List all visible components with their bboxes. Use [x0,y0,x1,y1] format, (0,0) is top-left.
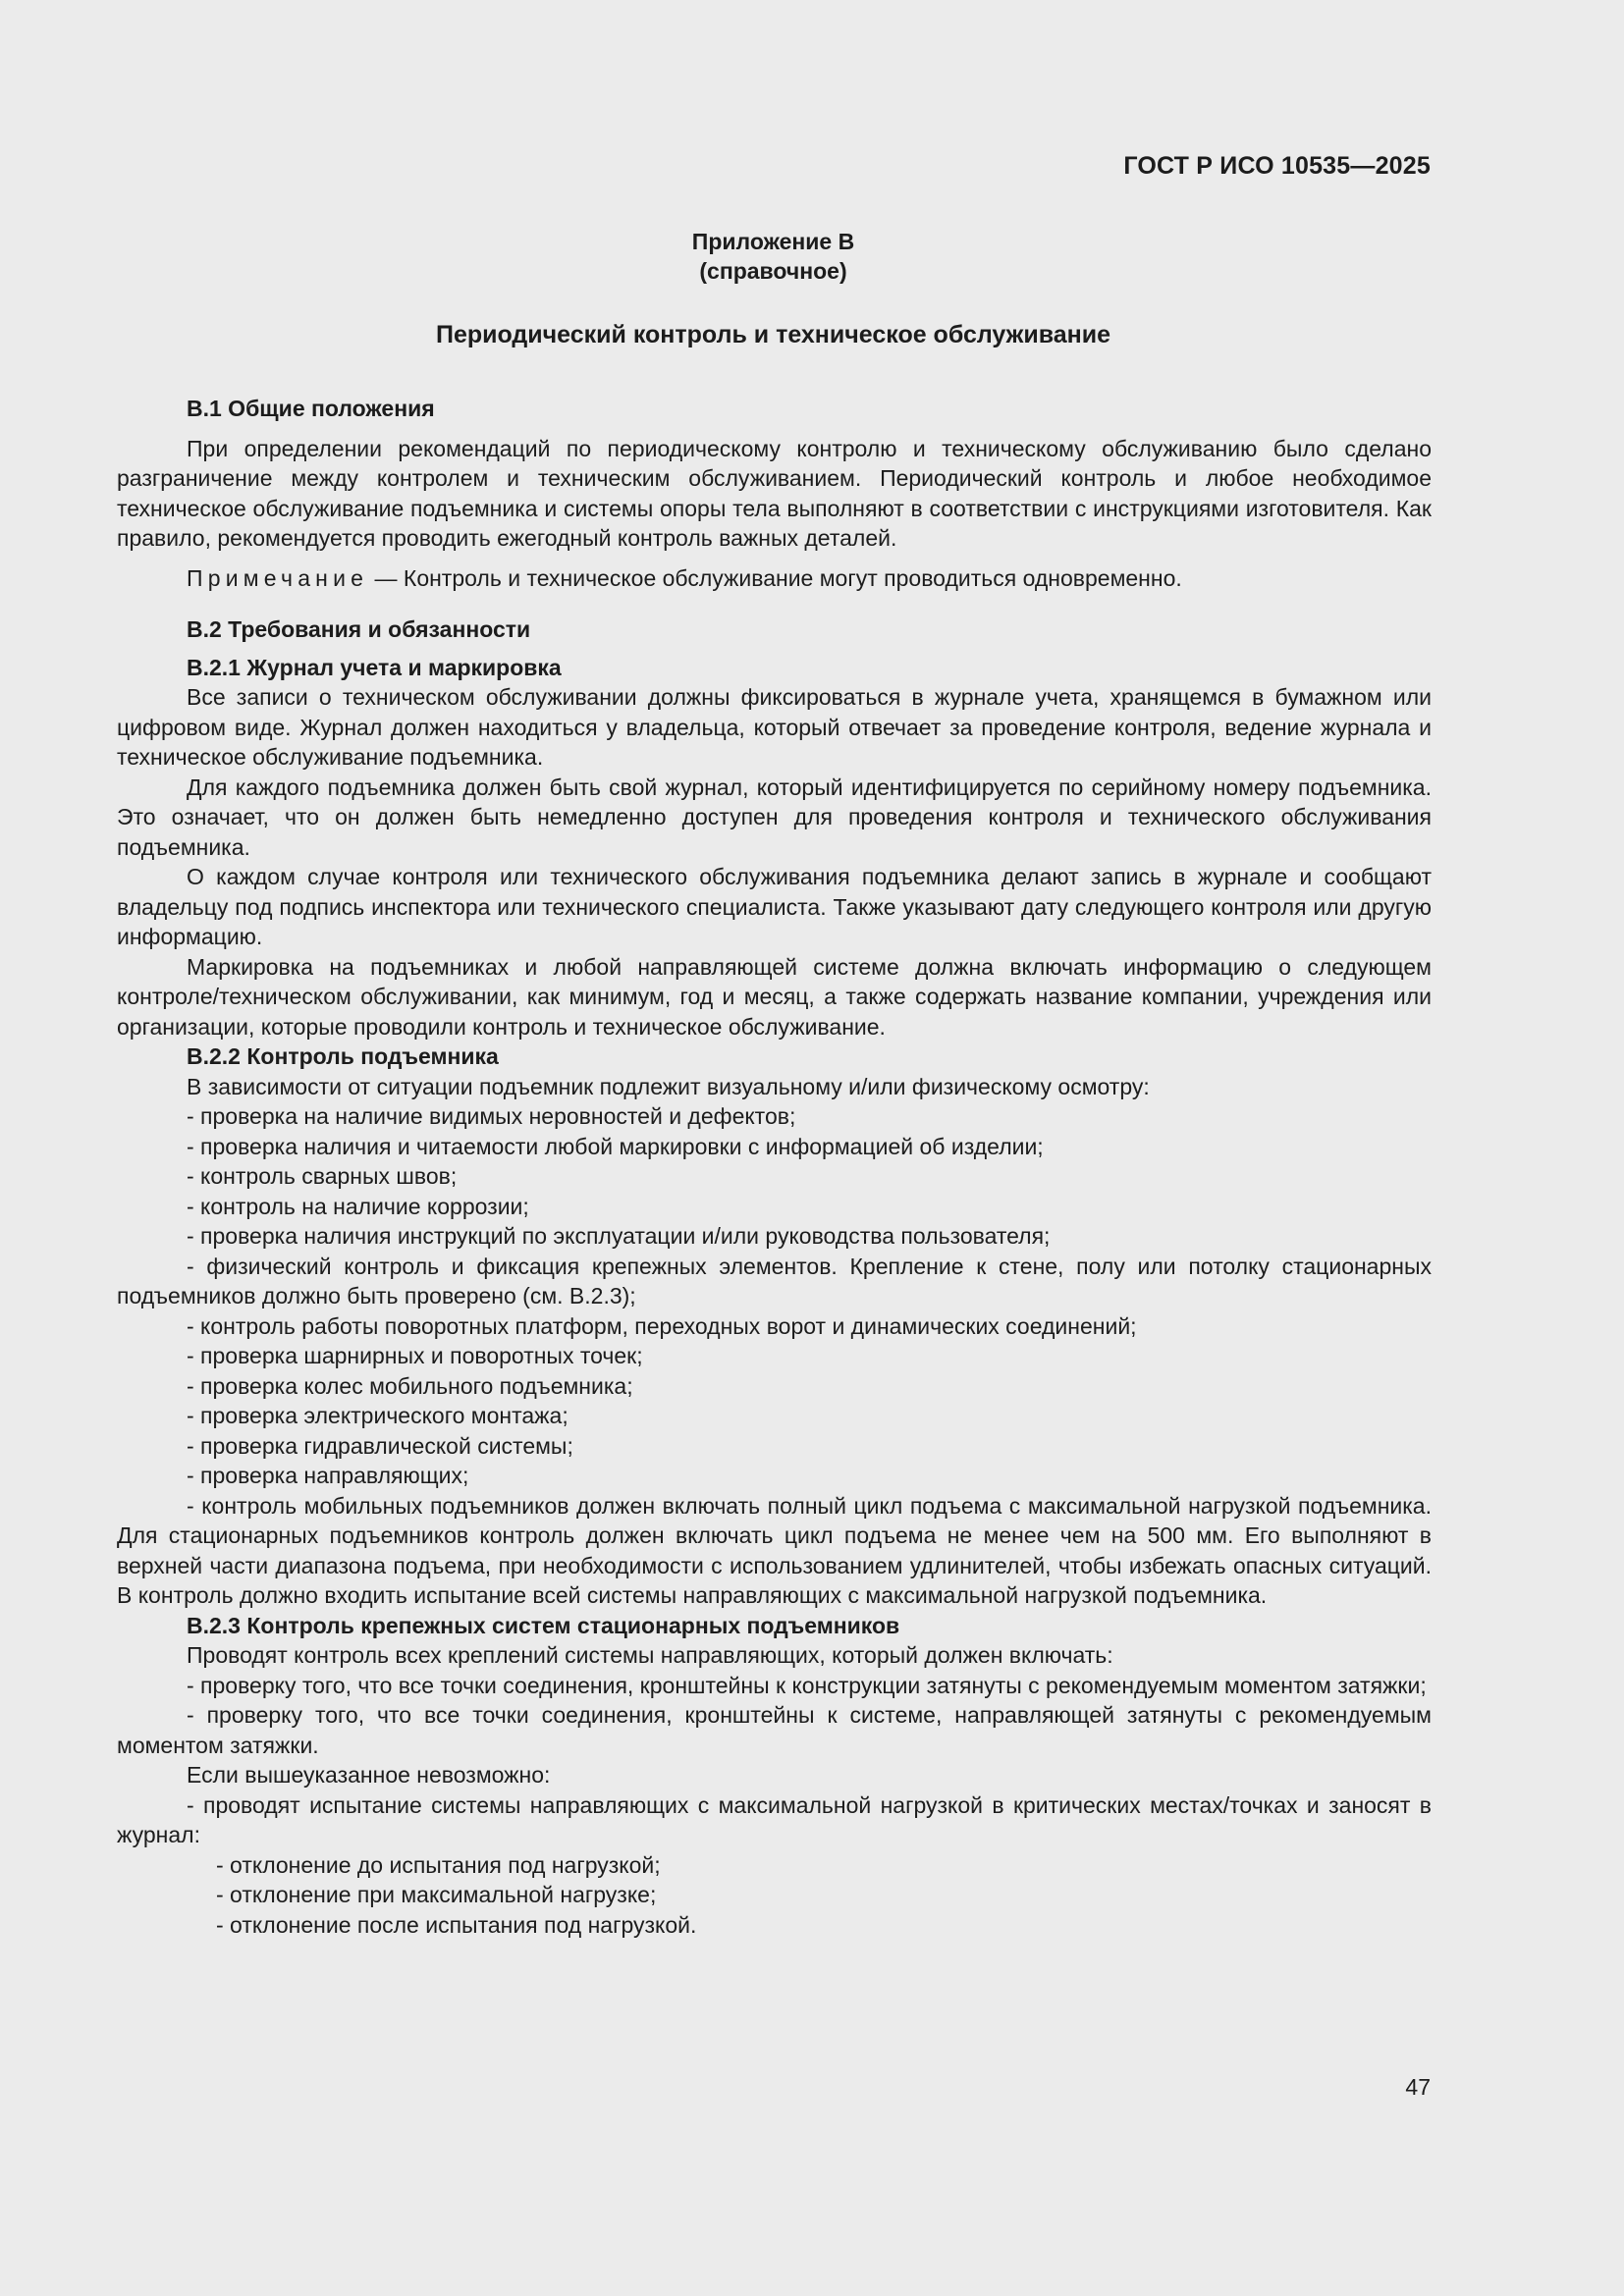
list-item: - проверка направляющих; [187,1463,469,1488]
list-item: - проверка шарнирных и поворотных точек; [187,1343,643,1368]
document-body [117,394,1432,1940]
page-number: 47 [1405,2074,1431,2100]
list-item: - физический контроль и фиксация крепежных элементов. Крепление к стене, полу или потолку стационарных подъемников должно быть проверено (см. В.2.3); [117,1253,1432,1308]
paragraph: Маркировка на подъемниках и любой направляющей системе должна включать информацию о следующем контроле/техническом обслуживании, как минимум, год и месяц, а также содержать название компании, учреждения или организации, которые проводили контроль и техническое обслуживание. [117,953,1432,1040]
paragraph: О каждом случае контроля или технического обслуживания подъемника делают запись в журнале и сообщают владельцу под подпись инспектора или технического специалиста. Также указывают дату следующего контроля или другую информацию. [117,864,1432,949]
sub-list-item: - отклонение при максимальной нагрузке; [216,1882,657,1907]
list-item: - контроль работы поворотных платформ, переходных ворот и динамических соединений; [187,1312,1137,1339]
list-item: - проверка на наличие видимых неровностей и дефектов; [187,1103,796,1129]
section-heading-b21: В.2.1 Журнал учета и маркировка [187,654,562,680]
list-item: - проверка электрического монтажа; [187,1403,568,1428]
standard-code: ГОСТ Р ИСО 10535—2025 [1123,152,1431,180]
paragraph: При определении рекомендаций по периодическому контролю и техническому обслуживанию было сделано разграничение между контролем и техническим обслуживанием. Периодический контроль и любое необходимое техническое обслуживание подъемника и системы опоры тела выполняют в соответствии с инструкциями изготовителя. Как правило, рекомендуется проводить ежегодный контроль важных деталей. [117,435,1432,551]
section-heading-b1: В.1 Общие положения [187,396,435,421]
appendix-title: Приложение В [691,229,855,254]
list-item: - проверку того, что все точки соединения, кронштейны к системе, направляющей затянуты с рекомендуемым моментом затяжки. [117,1702,1432,1758]
note-text: — Контроль и техническое обслуживание могут проводиться одновременно. [368,564,1182,591]
sub-list-item: - отклонение после испытания под нагрузкой. [216,1911,697,1938]
list-item: - контроль сварных швов; [187,1163,458,1189]
list-item: - проверка колес мобильного подъемника; [187,1372,633,1399]
section-heading-b22: В.2.2 Контроль подъемника [187,1043,499,1069]
list-item: - контроль на наличие коррозии; [187,1193,529,1219]
sub-list-item: - отклонение до испытания под нагрузкой; [216,1851,661,1878]
section-heading-b23: В.2.3 Контроль крепежных систем стационарных подъемников [187,1612,900,1638]
paragraph: Для каждого подъемника должен быть свой журнал, который идентифицируется по серийному номеру подъемника. Это означает, что он должен быть немедленно доступен для проведения контроля и технического обслуживания подъемника. [117,774,1432,860]
list-item: - проверка гидравлической системы; [187,1432,573,1459]
document-title: Периодический контроль и техническое обслуживание [435,321,1111,348]
list-item: - проверку того, что все точки соединения, кронштейны к конструкции затянуты с рекомендуемым моментом затяжки; [187,1672,1427,1698]
paragraph: Если вышеуказанное невозможно: [187,1762,551,1788]
section-heading-b2: В.2 Требования и обязанности [187,616,531,642]
paragraph: Проводят контроль всех креплений системы направляющих, который должен включать: [187,1642,1113,1668]
appendix-type: (справочное) [699,258,847,284]
note-label: Примечание [187,564,369,591]
list-item: - контроль мобильных подъемников должен включать полный цикл подъема с максимальной нагрузкой подъемника. Для стационарных подъемников контроль должен включать цикл подъема не менее чем на 500 мм. Его выполняют в верхней части диапазона подъема, при необходимости с использованием удлинителей, чтобы избежать опасных ситуаций. В контроль должно входить испытание всей системы направляющих с максимальной нагрузкой подъемника. [117,1492,1432,1608]
list-item: - проверка наличия инструкций по эксплуатации и/или руководства пользователя; [187,1223,1051,1249]
note [117,563,1432,594]
list-item: - проводят испытание системы направляющих с максимальной нагрузкой в критических местах/точках и заносят в журнал: [117,1791,1432,1847]
list-item: - проверка наличия и читаемости любой маркировки с информацией об изделии; [187,1133,1044,1159]
paragraph: В зависимости от ситуации подъемник подлежит визуальному и/или физическому осмотру: [187,1073,1150,1099]
paragraph: Все записи о техническом обслуживании должны фиксироваться в журнале учета, хранящемся в бумажном или цифровом виде. Журнал должен находиться у владельца, который отвечает за проведение контроля, ведение журнала и техническое обслуживание подъемника. [117,684,1432,770]
